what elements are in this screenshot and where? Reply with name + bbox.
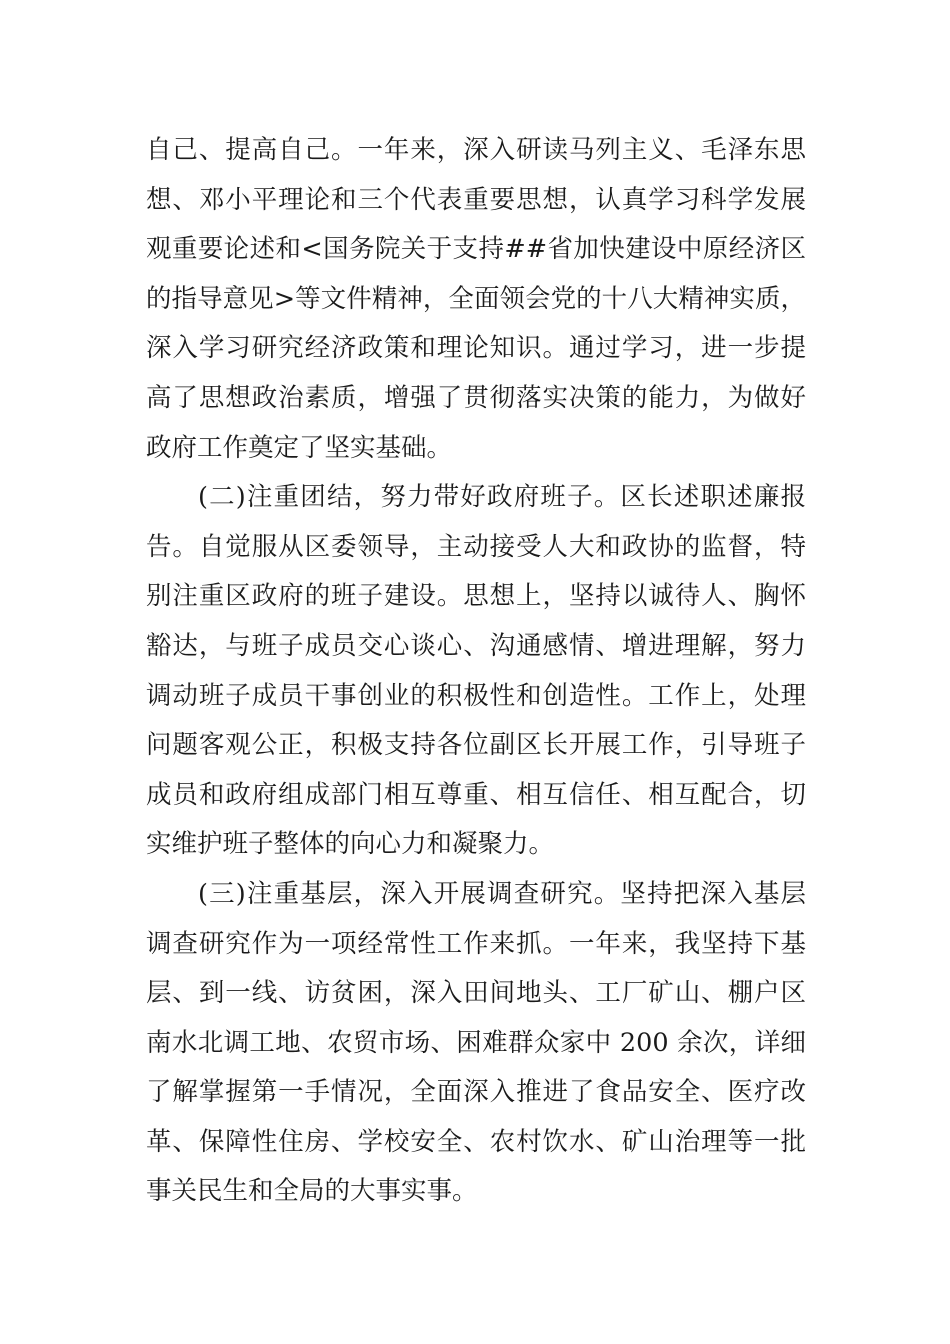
text-line: 的指导意见>等文件精神，全面领会党的十八大精神实质， [146,283,806,314]
text-line: 政府工作奠定了坚实基础。 [146,432,453,463]
text-line: 告。自觉服从区委领导，主动接受人大和政协的监督，特 [146,531,806,562]
text-line: 调动班子成员干事创业的积极性和创造性。工作上，处理 [146,680,806,711]
text-line: 深入学习研究经济政策和理论知识。通过学习，进一步提 [146,333,806,364]
text-line: 实维护班子整体的向心力和凝聚力。 [146,829,555,860]
text-line: 别注重区政府的班子建设。思想上，坚持以诚待人、胸怀 [146,581,806,612]
text-line: 想、邓小平理论和三个代表重要思想，认真学习科学发展 [146,184,806,215]
text-line: 调查研究作为一项经常性工作来抓。一年来，我坚持下基 [146,928,806,959]
text-line: 成员和政府组成部门相互尊重、相互信任、相互配合，切 [146,779,806,810]
paragraph-first-line: (三)注重基层，深入开展调查研究。坚持把深入基层 [198,878,806,909]
text-line: 革、保障性住房、学校安全、农村饮水、矿山治理等一批 [146,1126,806,1157]
text-line: 了解掌握第一手情况，全面深入推进了食品安全、医疗改 [146,1077,806,1108]
body-text [146,126,806,1217]
text-line: 高了思想政治素质，增强了贯彻落实决策的能力，为做好 [146,382,806,413]
text-line: 事关民生和全局的大事实事。 [146,1176,478,1207]
text-line: 观重要论述和<国务院关于支持##省加快建设中原经济区 [146,234,806,265]
text-line: 层、到一线、访贫困，深入田间地头、工厂矿山、棚户区 [146,978,806,1009]
text-line: 豁达，与班子成员交心谈心、沟通感情、增进理解，努力 [146,630,806,661]
paragraph-first-line: (二)注重团结，努力带好政府班子。区长述职述廉报 [198,482,806,513]
text-line: 南水北调工地、农贸市场、困难群众家中 200 余次，详细 [146,1027,806,1058]
text-line: 自己、提高自己。一年来，深入研读马列主义、毛泽东思 [146,135,806,165]
text-line: 问题客观公正，积极支持各位副区长开展工作，引导班子 [146,730,806,761]
